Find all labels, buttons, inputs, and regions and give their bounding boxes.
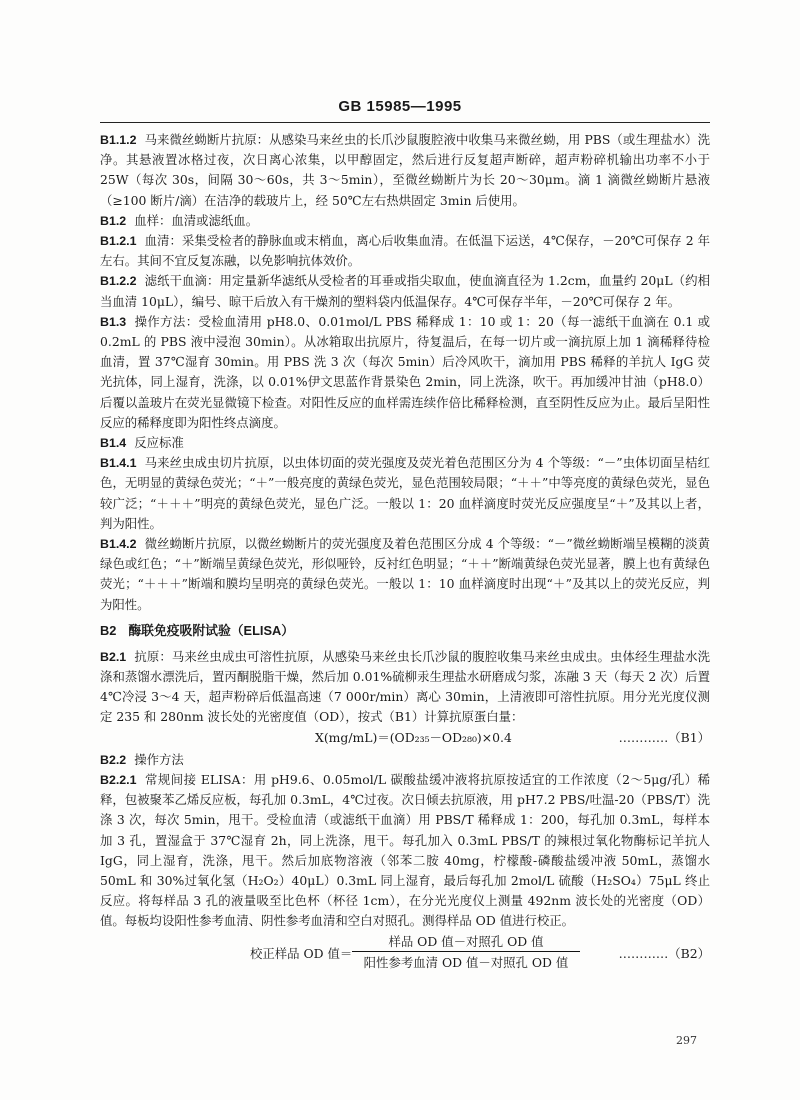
- fraction-numerator: 样品 OD 值－对照孔 OD 值: [388, 933, 544, 949]
- section-number: B2: [100, 622, 117, 638]
- paragraph-b2-2: [100, 750, 710, 770]
- clause-text: 反应标准: [134, 435, 184, 451]
- section-title: 酶联免疫吸附试验（ELISA）: [128, 622, 295, 638]
- clause-text: 操作方法: [134, 751, 184, 767]
- document-body: [100, 130, 710, 978]
- clause-number: B1.2.2: [100, 274, 137, 289]
- paragraph-b1-2-2: [100, 271, 710, 311]
- clause-number: B1.1.2: [100, 133, 137, 147]
- paragraph-b1-4: [100, 433, 710, 453]
- clause-text: 马来微丝蚴断片抗原：从感染马来丝虫的长爪沙鼠腹腔液中收集马来微丝蚴，用 PBS（或生理盐水）洗净。其悬液置冰格过夜，次日离心浓集，以甲醇固定，然后进行反复超声断碎，超声粉碎机输出功率不小于 25W（每次 30s，间隔 30～60s，共 3～5min），至微丝蚴断片为长 20～30μm。滴 1 滴微丝蚴断片悬液（≥100 断片/滴）在洁净的载玻片上，经 50℃左右热烘固定 3min 后使用。: [100, 132, 710, 208]
- standard-code-header: GB 15985—1995: [338, 98, 462, 115]
- clause-number: B2.2.1: [100, 772, 137, 787]
- section-heading-b2: [100, 621, 710, 641]
- clause-number: B1.2.1: [100, 234, 137, 249]
- clause-number: B1.3: [100, 314, 127, 329]
- formula-tag: …………（B2）: [618, 945, 710, 961]
- clause-number: B1.4.1: [100, 456, 137, 471]
- page-number: 297: [676, 1034, 697, 1047]
- clause-text: 操作方法：受检血清用 pH8.0、0.01mol/L PBS 稀释成 1：10 或 1：20（每一滤纸干血滴在 0.1 或 0.2mL 的 PBS 液中浸泡 30min）。从冰箱取出抗原片，待复温后，在每一切片或一滴抗原上加 1 滴稀释待检血清，置 37℃湿育 30min。用 PBS 洗 3 次（每次 5min）后冷风吹干，滴加用 PBS 稀释的羊抗人 IgG 荧光抗体，同上湿育，洗涤，以 0.01%伊文思蓝作背景染色 2min，同上洗涤，吹干。再加缓冲甘油（pH8.0）后覆以盖玻片在荧光显微镜下检查。对阳性反应的血样需连续作倍比稀释检测，直至阴性反应为止。最后呈阳性反应的稀释度即为阳性终点滴度。: [100, 313, 710, 430]
- clause-text: 血样：血清或滤纸血。: [134, 212, 259, 228]
- paragraph-b1-3: [100, 312, 710, 433]
- paragraph-b1-2-1: [100, 231, 710, 271]
- paragraph-b1-2: [100, 211, 710, 231]
- header-rule: [100, 122, 710, 123]
- formula-expression: X(mg/mL)＝(OD₂₃₅－OD₂₈₀)×0.4: [315, 729, 512, 745]
- formula-b2: [100, 932, 710, 978]
- clause-number: B1.2: [100, 213, 127, 228]
- clause-number: B2.1: [100, 649, 127, 664]
- paragraph-b2-1: [100, 647, 710, 728]
- clause-number: B1.4: [100, 436, 127, 451]
- formula-fraction: [352, 932, 580, 971]
- formula-b1: [100, 728, 710, 750]
- clause-text: 抗原：马来丝虫成虫可溶性抗原，从感染马来丝虫长爪沙鼠的腹腔收集马来丝虫成虫。虫体经生理盐水洗涤和蒸馏水漂洗后，置丙酮脱脂干燥，然后加 0.01%硫柳汞生理盐水研磨成匀浆，冻融 3 天（每天 2 次）后置 4℃冷浸 3～4 天，超声粉碎后低温高速（7 000r/min）离心 30min，上清液即可溶性抗原。用分光光度仪测定 235 和 280nm 波长处的光密度值（OD），按式（B1）计算抗原蛋白量：: [100, 648, 710, 725]
- clause-text: 常规间接 ELISA：用 pH9.6、0.05mol/L 碳酸盐缓冲液将抗原按适宜的工作浓度（2～5μg/孔）稀释，包被聚苯乙烯反应板，每孔加 0.3mL，4℃过夜。次日倾去抗原液，用 pH7.2 PBS/吐温-20（PBS/T）洗涤 3 次，每次 5min，甩干。受检血清（或滤纸干血滴）用 PBS/T 稀释成 1：200，每孔加 0.3mL，每样本加 3 孔，置湿盒于 37℃湿育 2h，同上洗涤，甩干。每孔加入 0.3mL PBS/T 的辣根过氧化物酶标记羊抗人 IgG，同上湿育，洗涤，甩干。然后加底物溶液（邻苯二胺 40mg，柠檬酸-磷酸盐缓冲液 50mL，蒸馏水 50mL 和 30%过氧化氢（H₂O₂）40μL）0.3mL 同上湿育，最后每孔加 2mol/L 硫酸（H₂SO₄）75μL 终止反应。将每样品 3 孔的液量吸至比色杯（杯径 1cm），在分光光度仪上测量 492nm 波长处的光密度（OD）值。每板均设阳性参考血清、阴性参考血清和空白对照孔。测得样品 OD 值进行校正。: [100, 771, 710, 929]
- paragraph-b1-4-1: [100, 453, 710, 534]
- paragraph-b1-4-2: [100, 534, 710, 615]
- formula-lhs: 校正样品 OD 值＝: [250, 945, 353, 961]
- fraction-denominator: 阳性参考血清 OD 值－对照孔 OD 值: [363, 954, 569, 970]
- clause-number: B1.4.2: [100, 537, 137, 552]
- clause-text: 马来丝虫成虫切片抗原，以虫体切面的荧光强度及荧光着色范围区分为 4 个等级：“－”虫体切面呈桔红色，无明显的黄绿色荧光；“＋”一般亮度的黄绿色荧光，显色范围较局限；“＋＋”中等亮度的黄绿色荧光，显色较广泛；“＋＋＋”明亮的黄绿色荧光，显色广泛。一般以 1：20 血样滴度时荧光反应强度呈“＋”及其以上者，判为阳性。: [100, 455, 710, 531]
- paragraph-b2-2-1: [100, 770, 710, 932]
- clause-text: 血清：采集受检者的静脉血或末梢血，离心后收集血清。在低温下运送，4℃保存，－20℃可保存 2 年左右。其间不宜反复冻融，以免影响抗体效价。: [100, 233, 710, 269]
- clause-text: 滤纸干血滴：用定量新华滤纸从受检者的耳垂或指尖取血，使血滴直径为 1.2cm，血量约 20μL（约相当血清 10μL），编号、晾干后放入有干燥剂的塑料袋内低温保存。4℃可保存半年，－20℃可保存 2 年。: [100, 273, 710, 309]
- formula-tag: …………（B1）: [618, 729, 710, 745]
- clause-text: 微丝蚴断片抗原，以微丝蚴断片的荧光强度及着色范围区分成 4 个等级：“－”微丝蚴断端呈模糊的淡黄绿色或红色；“＋”断端呈黄绿色荧光，形似哑铃，反衬红色明显；“＋＋”断端黄绿色荧光显著，膜上也有黄绿色荧光；“＋＋＋”断端和膜均呈明亮的黄绿色荧光。一般以 1：10 血样滴度时出现“＋”及其以上的荧光反应，判为阳性。: [100, 536, 710, 612]
- clause-number: B2.2: [100, 752, 127, 767]
- paragraph-b1-1-2: [100, 130, 710, 211]
